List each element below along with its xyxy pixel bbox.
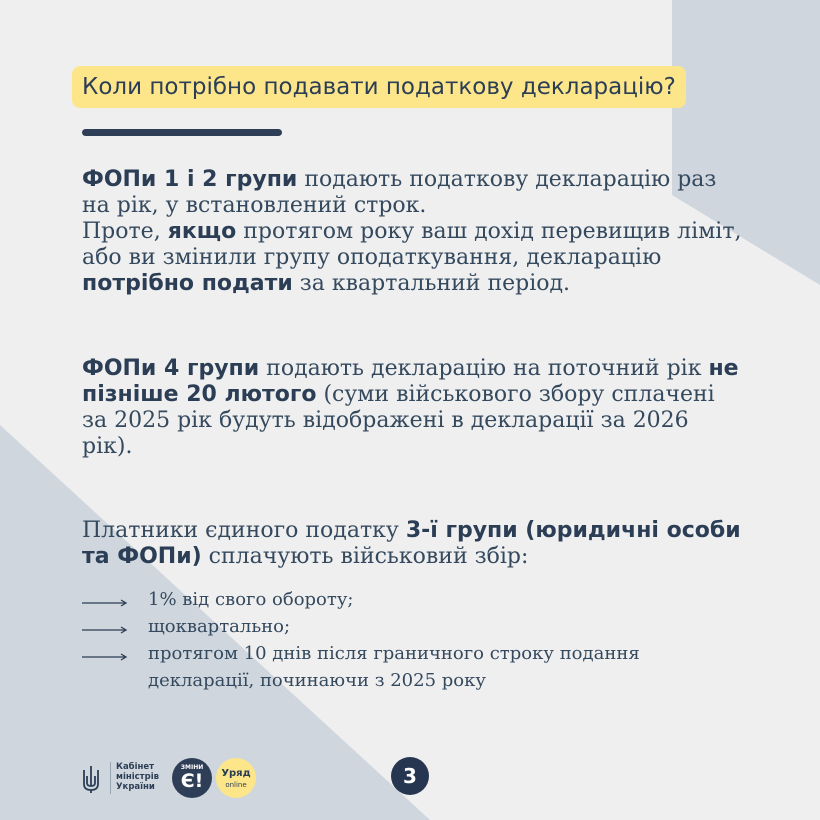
list-item: 1% від свого обороту;: [82, 586, 742, 613]
arrow-right-icon: [82, 599, 128, 607]
list-item: щоквартально;: [82, 613, 742, 640]
uriad-online-logo: Уряд online: [216, 758, 256, 798]
logo-divider: [110, 762, 111, 794]
zminy-ye-logo: ЗМІНИ Є!: [172, 758, 212, 798]
list-item: протягом 10 днів після граничного строку подання декларації, починаючи з 2025 року: [82, 640, 742, 694]
paragraph-groups-1-2: ФОПи 1 і 2 групи подають податкову декларацію раз на рік, у встановлений строк. Проте, якщо протягом року ваш дохід перевищив ліміт, або ви змінили групу оподаткування, декларацію потрібно подати за квартальний період.: [82, 167, 742, 296]
cabinet-logo-text: Кабінет міністрів України: [116, 762, 159, 792]
trident-icon: [80, 764, 102, 794]
paragraph-group-4: ФОПи 4 групи подають декларацію на поточний рік не пізніше 20 лютого (суми військового збору сплачені за 2025 рік будуть відображені в декларації за 2026 рік).: [82, 356, 739, 459]
paragraph-group-3: Платники єдиного податку 3-ї групи (юридичні особи та ФОПи) сплачують військовий збір:: [82, 518, 741, 569]
title-underline: [82, 129, 282, 136]
arrow-right-icon: [82, 653, 128, 661]
groups-1-2-label: ФОПи 1 і 2 групи: [82, 167, 298, 192]
bullet-list: [82, 586, 742, 694]
arrow-right-icon: [82, 626, 128, 634]
page-number-badge: 3: [391, 757, 429, 795]
deadline-text: не пізніше 20 лютого: [82, 356, 739, 407]
group-4-label: ФОПи 4 групи: [82, 356, 260, 381]
group-3-label: 3-ї групи (юридичні особи та ФОПи): [82, 518, 741, 569]
page-title: Коли потрібно подавати податкову декларацію?: [72, 66, 686, 108]
